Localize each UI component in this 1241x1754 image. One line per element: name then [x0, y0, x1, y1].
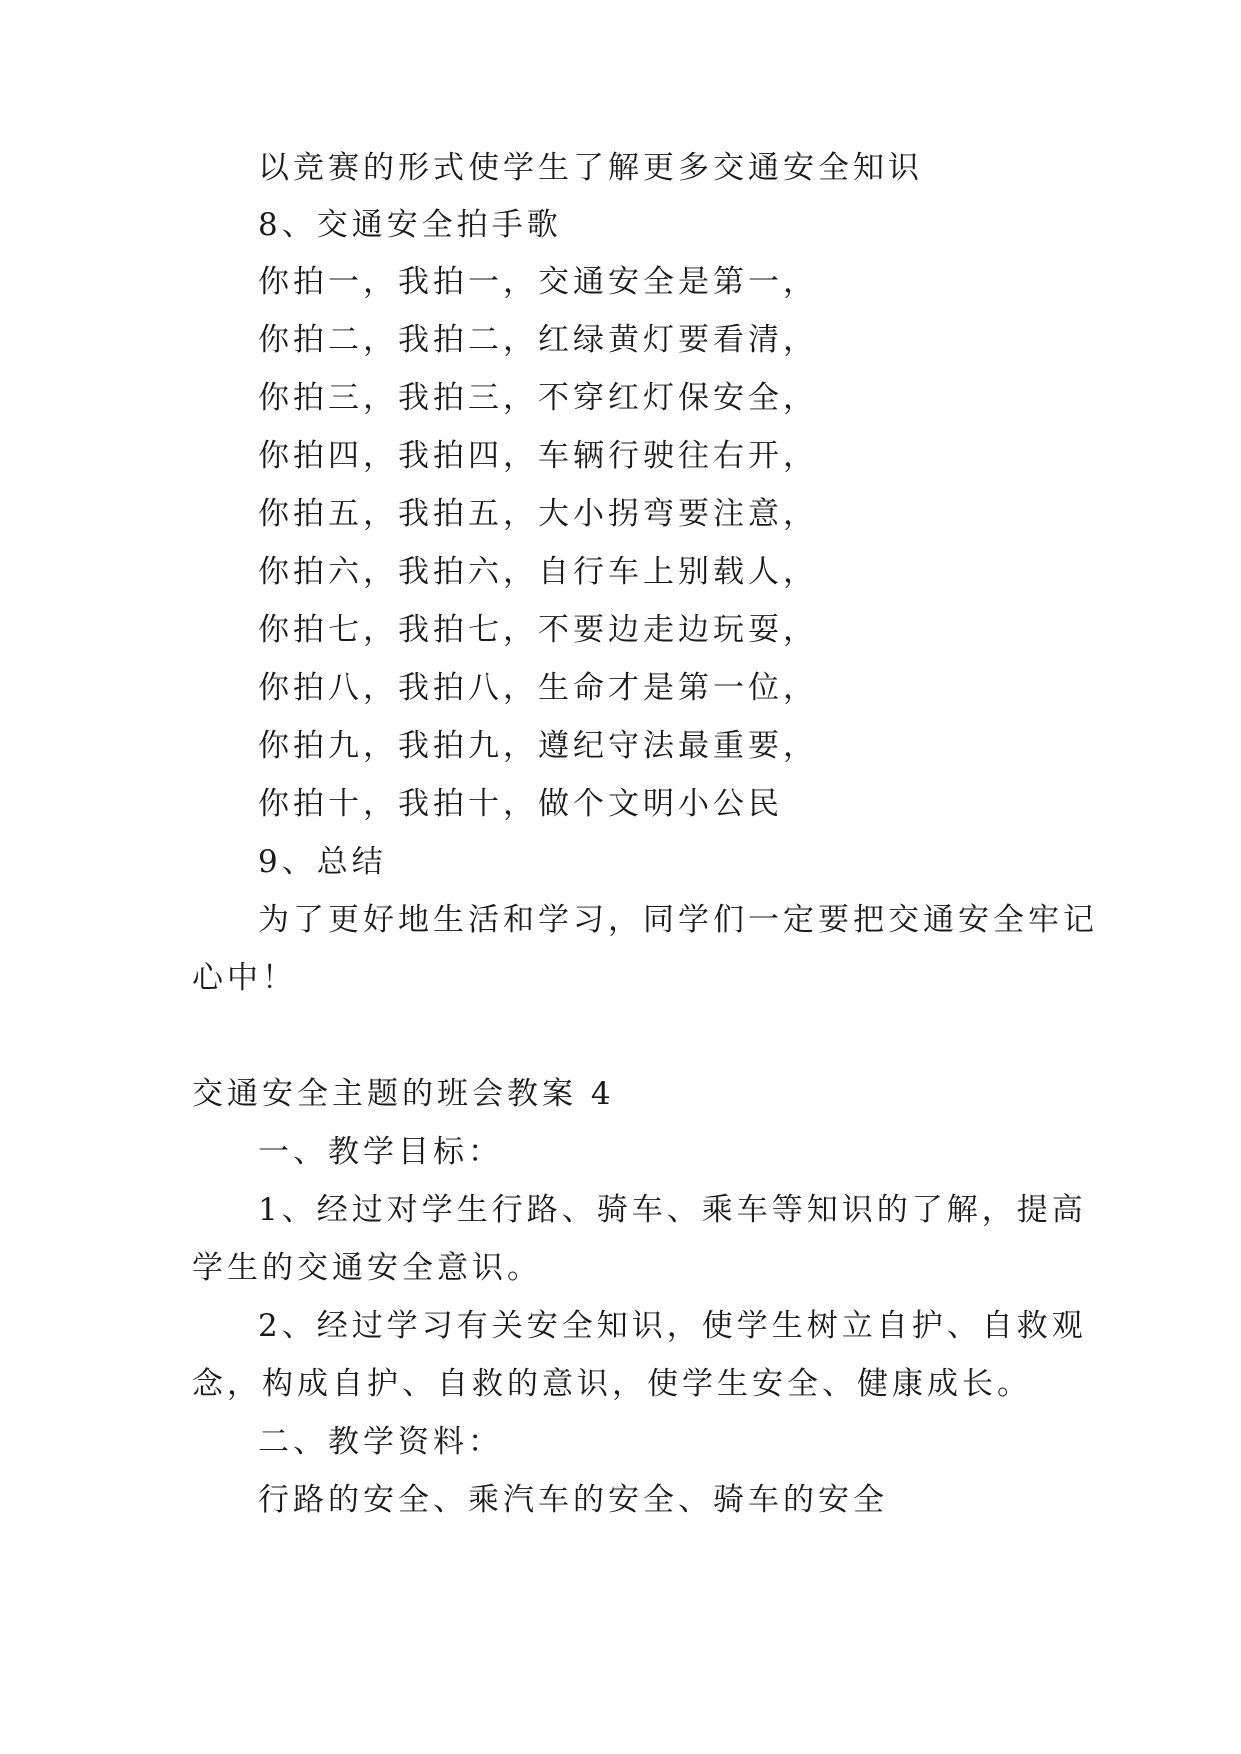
goal-1-line-1: 1、经过对学生行路、骑车、乘车等知识的了解，提高	[258, 1192, 1087, 1228]
song-line-5: 你拍五，我拍五，大小拐弯要注意，	[258, 496, 818, 532]
summary-line-2: 心中！	[192, 960, 297, 996]
song-line-10: 你拍十，我拍十，做个文明小公民	[258, 786, 783, 822]
song-line-9: 你拍九，我拍九，遵纪守法最重要，	[258, 728, 818, 764]
item-9-title: 9、总结	[258, 844, 387, 880]
materials-text: 行路的安全、乘汽车的安全、骑车的安全	[258, 1482, 888, 1518]
song-line-1: 你拍一，我拍一，交通安全是第一，	[258, 264, 818, 300]
song-line-6: 你拍六，我拍六，自行车上别载人，	[258, 554, 818, 590]
goal-2-line-1: 2、经过学习有关安全知识，使学生树立自护、自救观	[258, 1308, 1087, 1344]
section-heading: 交通安全主题的班会教案 4	[192, 1076, 615, 1112]
goals-title: 一、教学目标：	[258, 1134, 503, 1170]
song-line-2: 你拍二，我拍二，红绿黄灯要看清，	[258, 322, 818, 358]
intro-paragraph: 以竞赛的形式使学生了解更多交通安全知识	[258, 150, 923, 186]
song-line-7: 你拍七，我拍七，不要边走边玩耍，	[258, 612, 818, 648]
goal-1-line-2: 学生的交通安全意识。	[192, 1250, 542, 1286]
song-line-4: 你拍四，我拍四，车辆行驶往右开，	[258, 438, 818, 474]
item-8-title: 8、交通安全拍手歌	[258, 207, 562, 243]
summary-line-1: 为了更好地生活和学习，同学们一定要把交通安全牢记	[258, 902, 1098, 938]
song-line-8: 你拍八，我拍八，生命才是第一位，	[258, 670, 818, 706]
goal-2-line-2: 念，构成自护、自救的意识，使学生安全、健康成长。	[192, 1366, 1032, 1402]
materials-title: 二、教学资料：	[258, 1424, 503, 1460]
song-line-3: 你拍三，我拍三，不穿红灯保安全，	[258, 380, 818, 416]
